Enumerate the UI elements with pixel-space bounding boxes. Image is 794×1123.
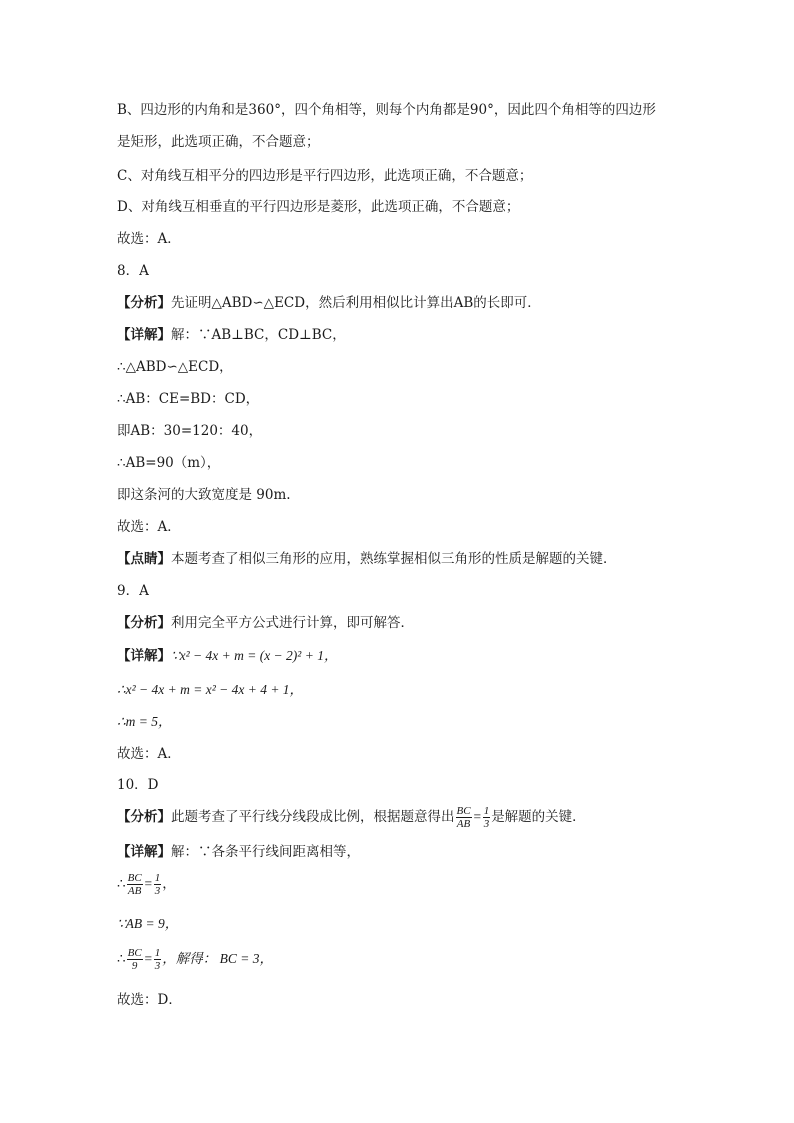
- equation: ∵x² − 4x + m = (x − 2)² + 1，: [171, 648, 338, 663]
- question-number: 10．D: [117, 777, 159, 793]
- section-tag: 【点睛】: [117, 551, 171, 567]
- analysis-line: [117, 613, 414, 633]
- section-tag: 【分析】: [117, 615, 171, 631]
- text-line: ∴AB=90（m），: [117, 455, 221, 471]
- equation-line: ∴x² − 4x + m = x² − 4x + 4 + 1，: [117, 682, 304, 697]
- analysis-line: [117, 293, 541, 313]
- section-tag: 【分析】: [117, 809, 171, 825]
- text-line: 故选：D．: [117, 992, 182, 1008]
- text-line: D、对角线互相垂直的平行四边形是菱形，此选项正确，不合题意；: [117, 199, 520, 215]
- detail-line: [117, 325, 346, 345]
- fraction-one-third: $\frac{1}{3}$: [154, 872, 161, 897]
- fraction-bc-9: $\frac{BC}{9}$: [127, 947, 142, 972]
- analysis-text: 先证明△ABD∽△ECD，然后利用相似比计算出AB的长即可．: [171, 295, 541, 311]
- section-tag: 【分析】: [117, 295, 171, 311]
- equation-line: ∴ $\frac{BC}{9}$ = $\frac{1}{3}$ ，解得： BC = 3，: [117, 947, 274, 972]
- text-line: 即AB：30=120：40，: [117, 423, 263, 439]
- text-line: B、四边形的内角和是360°，四个角相等，则每个内角都是90°，因此四个角相等的四边形: [117, 102, 656, 118]
- text-line: 是矩形，此选项正确，不合题意；: [117, 134, 320, 150]
- text-line: ∴AB：CE=BD：CD，: [117, 391, 260, 407]
- question-number: 8．A: [117, 263, 149, 279]
- text-line: 故选：A．: [117, 519, 181, 535]
- comment-line: [117, 549, 617, 569]
- analysis-line: 【分析】此题考查了平行线分线段成比例，根据题意得出 $\frac{BC}{AB}$ = $\frac{1}{3}$ 是解题的关键．: [117, 805, 586, 830]
- text-line: 故选：A．: [117, 746, 181, 762]
- section-tag: 【详解】: [117, 327, 171, 343]
- detail-line: [117, 646, 337, 666]
- equation-line: ∴ $\frac{BC}{AB}$ = $\frac{1}{3}$ ，: [117, 872, 176, 897]
- fraction-one-third: $\frac{1}{3}$: [154, 947, 161, 972]
- text-line: 即这条河的大致宽度是 90m.: [117, 487, 291, 503]
- text-line: ∴△ABD∽△ECD，: [117, 359, 233, 375]
- section-tag: 【详解】: [117, 648, 171, 664]
- comment-text: 本题考查了相似三角形的应用，熟练掌握相似三角形的性质是解题的关键．: [171, 551, 617, 567]
- analysis-text: 此题考查了平行线分线段成比例，根据题意得出: [171, 809, 455, 825]
- fraction-one-third: $\frac{1}{3}$: [483, 805, 490, 830]
- analysis-text: 是解题的关键．: [491, 809, 586, 825]
- analysis-text: 利用完全平方公式进行计算，即可解答．: [171, 615, 414, 631]
- fraction-bc-ab: $\frac{BC}{AB}$: [456, 805, 471, 830]
- detail-text: 解：∵AB⊥BC，CD⊥BC，: [171, 327, 346, 343]
- detail-text: 解：∵各条平行线间距离相等，: [171, 844, 360, 860]
- equation-line: ∵AB = 9，: [117, 916, 179, 931]
- equation-line: ∴m = 5，: [117, 714, 172, 729]
- text-line: C、对角线互相平分的四边形是平行四边形，此选项正确，不合题意；: [117, 168, 533, 184]
- fraction-bc-ab: $\frac{BC}{AB}$: [127, 872, 142, 897]
- detail-line: [117, 842, 360, 862]
- section-tag: 【详解】: [117, 844, 171, 860]
- question-number: 9．A: [117, 583, 149, 599]
- text-line: 故选：A．: [117, 231, 181, 247]
